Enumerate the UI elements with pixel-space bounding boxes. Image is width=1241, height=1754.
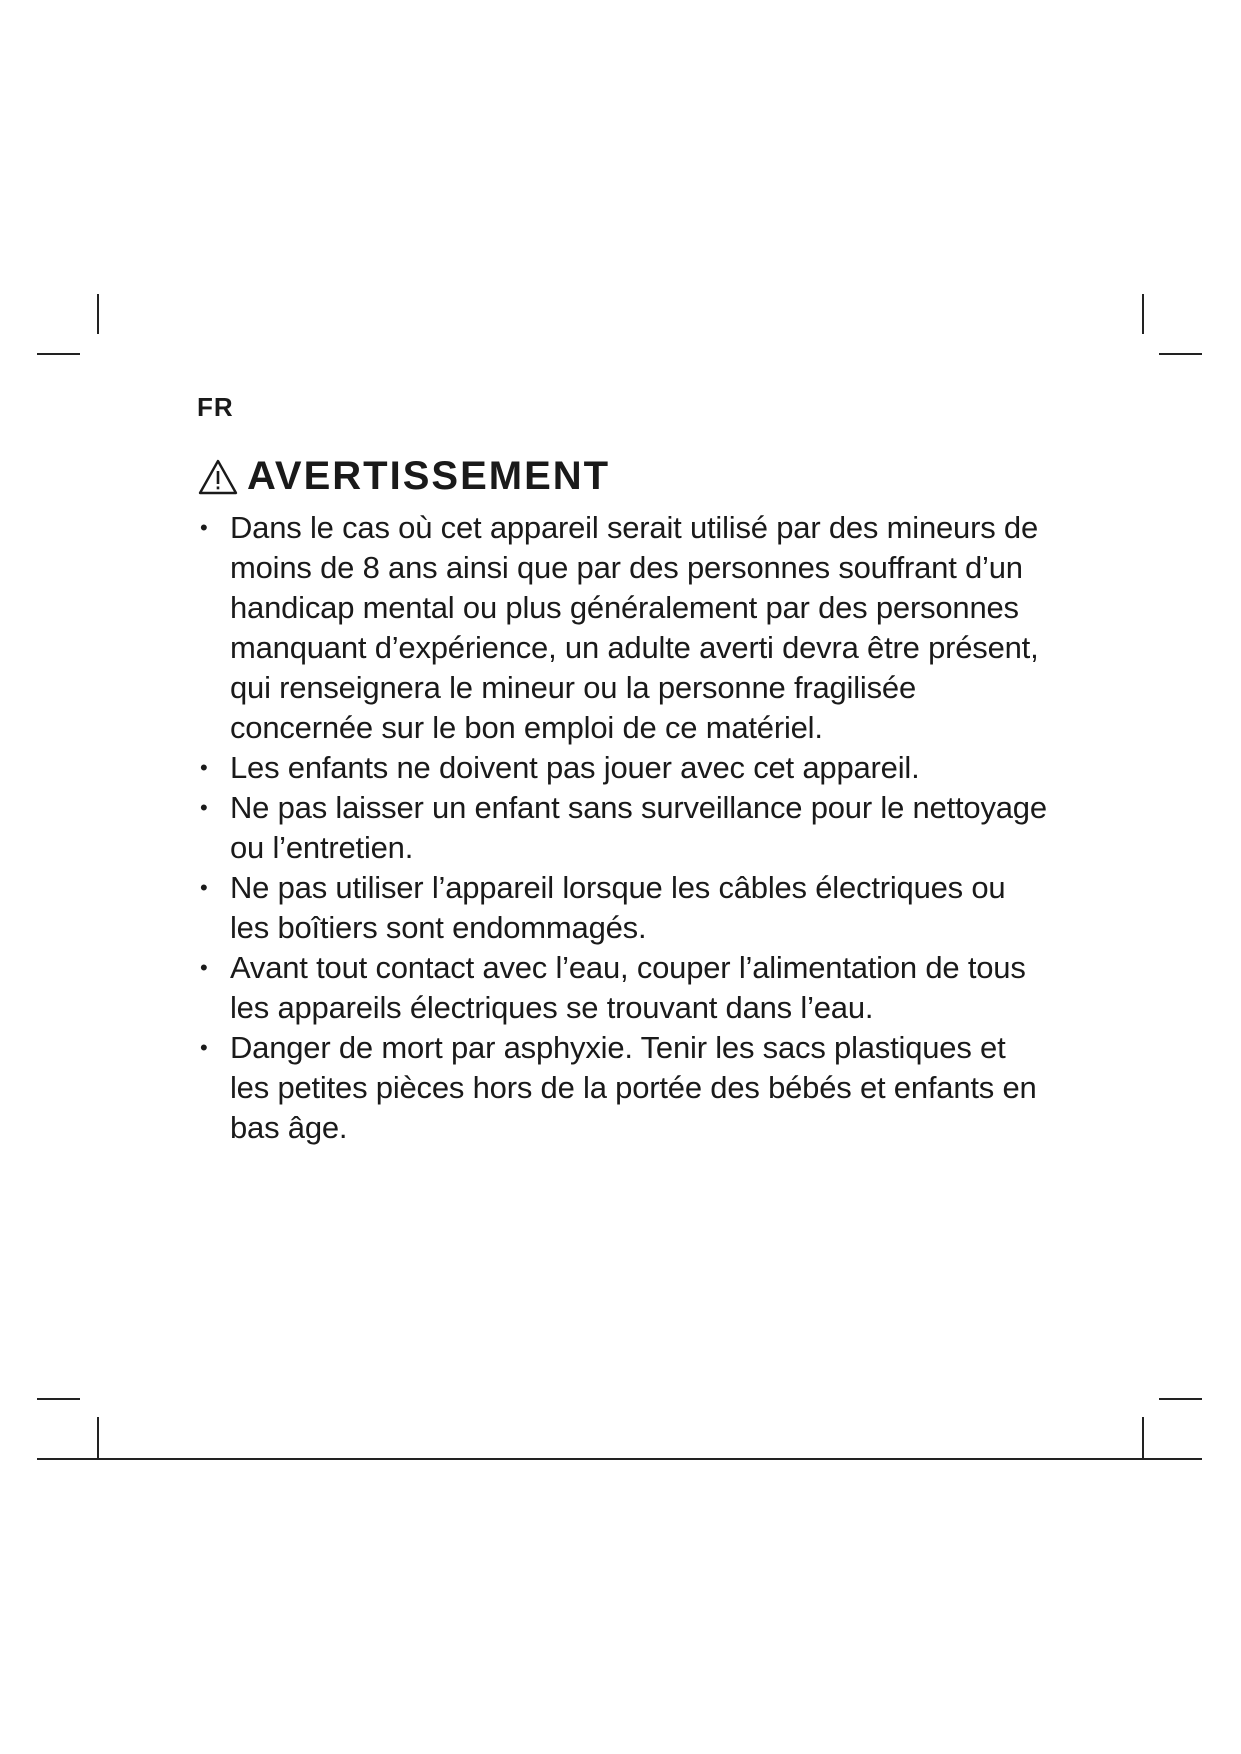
crop-mark-top-left-vertical xyxy=(97,294,99,334)
warning-heading xyxy=(197,454,610,499)
bullet: • xyxy=(200,1035,208,1060)
crop-mark-bottom-right-vertical xyxy=(1142,1417,1144,1459)
warning-title: AVERTISSEMENT xyxy=(247,454,611,498)
warning-triangle-icon xyxy=(197,458,239,496)
crop-mark-top-right-horizontal xyxy=(1159,353,1202,355)
list-item xyxy=(200,1028,1080,1148)
crop-mark-bottom-left-vertical xyxy=(97,1417,99,1459)
crop-mark-bottom-right-horizontal xyxy=(1159,1398,1202,1400)
list-item-text: Ne pas laisser un enfant sans surveillance pour le nettoyage ou l’entretien. xyxy=(230,790,1047,865)
list-item xyxy=(200,868,1080,948)
crop-mark-top-left-horizontal xyxy=(37,353,80,355)
page-bottom-rule xyxy=(37,1458,1202,1460)
bullet: • xyxy=(200,755,208,780)
list-item xyxy=(200,948,1080,1028)
list-item-text: Avant tout contact avec l’eau, couper l’alimentation de tous les appareils électriques se trouvant dans l’eau. xyxy=(230,950,1026,1025)
list-item-text: Dans le cas où cet appareil serait utilisé par des mineurs de moins de 8 ans ainsi que par des personnes souffrant d’un handicap mental ou plus généralement par des personnes manquant d’expérience, un adulte averti devra être présent, qui renseignera le mineur ou la personne fragilisée concernée sur le bon emploi de ce matériel. xyxy=(230,510,1039,745)
list-item xyxy=(200,748,1080,788)
bullet: • xyxy=(200,875,208,900)
list-item xyxy=(200,788,1080,868)
bullet: • xyxy=(200,955,208,980)
list-item-text: Ne pas utiliser l’appareil lorsque les câbles électriques ou les boîtiers sont endommagés. xyxy=(230,870,1006,945)
crop-mark-bottom-left-horizontal xyxy=(37,1398,80,1400)
warning-list xyxy=(200,508,1080,1148)
bullet: • xyxy=(200,795,208,820)
bullet: • xyxy=(200,515,208,540)
language-label: FR xyxy=(197,392,234,422)
list-item xyxy=(200,508,1080,748)
crop-mark-top-right-vertical xyxy=(1142,294,1144,334)
list-item-text: Danger de mort par asphyxie. Tenir les sacs plastiques et les petites pièces hors de la portée des bébés et enfants en bas âge. xyxy=(230,1030,1037,1145)
list-item-text: Les enfants ne doivent pas jouer avec cet appareil. xyxy=(230,750,920,785)
